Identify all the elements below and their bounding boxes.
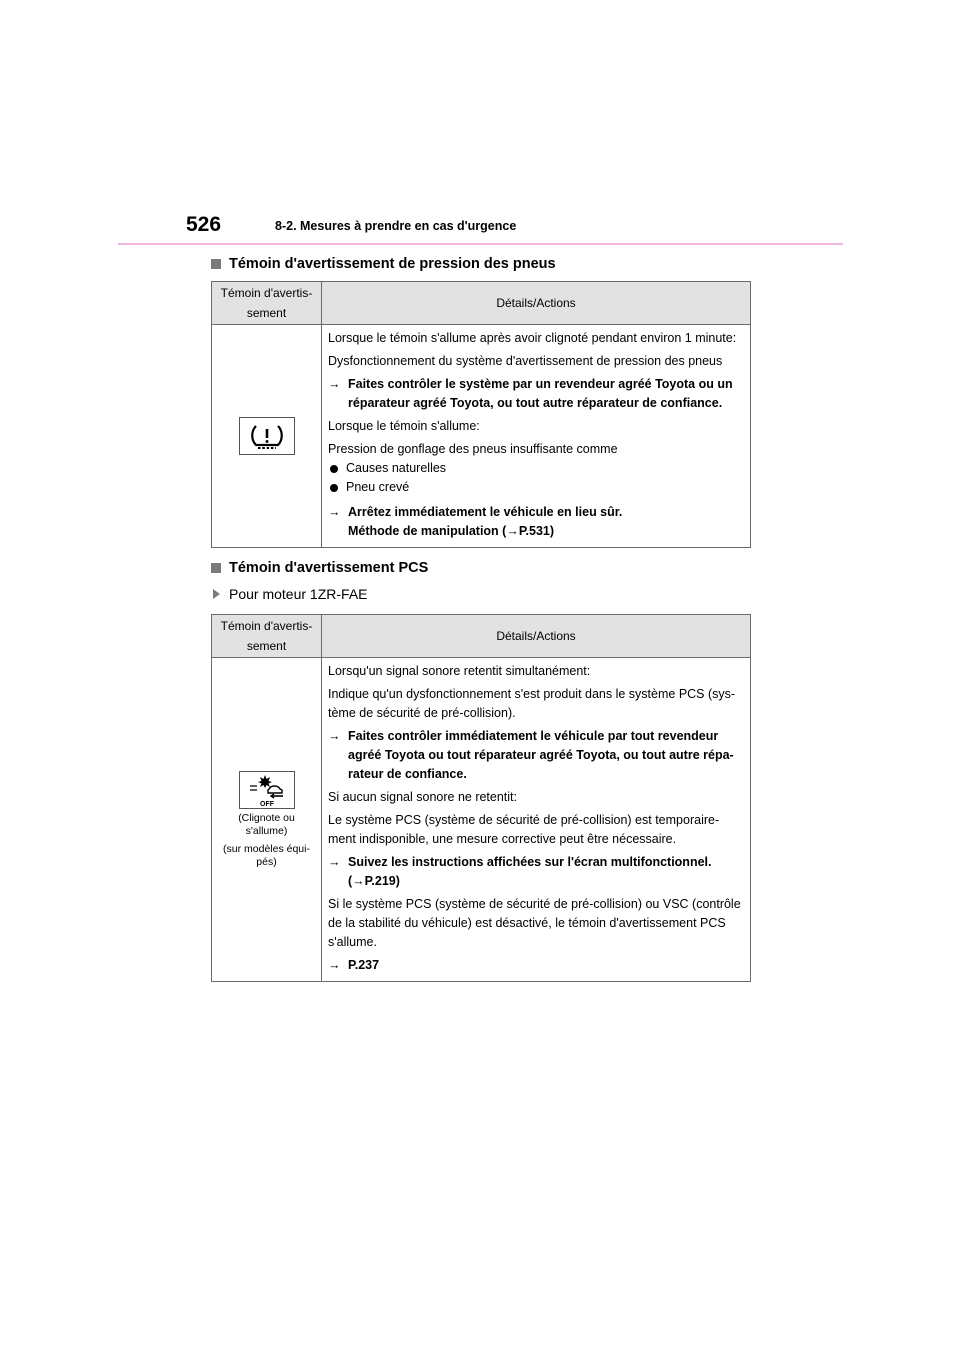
square-bullet-icon bbox=[211, 259, 221, 269]
action-text: Faites contrôler immédiatement le véhicule par tout revendeur agréé Toyota ou tout réparateur agréé Toyota, ou tout autre répa-rateur de confiance. bbox=[348, 729, 734, 781]
action-text-1: Arrêtez immédiatement le véhicule en lieu sûr. bbox=[348, 505, 623, 519]
bullet-text: Causes naturelles bbox=[346, 461, 447, 475]
arrow-icon: → bbox=[328, 505, 341, 519]
off-label: OFF bbox=[259, 800, 274, 807]
bullet-item bbox=[328, 459, 744, 478]
detail-line: Le système PCS (système de sécurité de pré-collision) est temporaire-ment indisponible, une mesure corrective peut être nécessaire. bbox=[328, 813, 720, 846]
detail-line: Indique qu'un dysfonctionnement s'est produit dans le système PCS (sys-tème de sécurité de pré-collision). bbox=[328, 687, 736, 720]
tire-pressure-table bbox=[211, 281, 751, 548]
action-text: Suivez les instructions affichées sur l'écran multifonctionnel. (→P.219) bbox=[348, 855, 712, 888]
heading-text: Témoin d'avertissement de pression des pneus bbox=[229, 256, 556, 272]
action-text: P.237 bbox=[348, 958, 380, 972]
subheading-text: Pour moteur 1ZR-FAE bbox=[229, 586, 368, 602]
arrow-icon: → bbox=[328, 855, 341, 869]
detail-line: Lorsque le témoin s'allume: bbox=[328, 419, 480, 433]
section-title: 8-2. Mesures à prendre en cas d'urgence bbox=[275, 219, 517, 233]
action-line bbox=[328, 853, 744, 891]
details-cell bbox=[322, 325, 751, 548]
bullet-text: Pneu crevé bbox=[346, 480, 410, 494]
heading-tire-pressure bbox=[211, 256, 556, 272]
detail-line: Pression de gonflage des pneus insuffisante comme bbox=[328, 442, 618, 456]
col-header-indicator: Témoin d'avertis-sement bbox=[212, 615, 322, 658]
indicator-cell bbox=[212, 658, 322, 982]
action-line bbox=[328, 956, 744, 975]
col-header-details: Détails/Actions bbox=[322, 615, 751, 658]
action-line bbox=[328, 375, 744, 413]
icon-caption: (Clignote ou s'allume) bbox=[238, 811, 295, 837]
arrow-icon: → bbox=[328, 729, 341, 743]
icon-caption-models: (sur modèles équi-pés) bbox=[223, 842, 310, 868]
indicator-cell bbox=[212, 325, 322, 548]
detail-line: Lorsqu'un signal sonore retentit simultanément: bbox=[328, 664, 591, 678]
header-divider bbox=[118, 243, 843, 245]
detail-line: Si aucun signal sonore ne retentit: bbox=[328, 790, 518, 804]
bullet-dot-icon bbox=[330, 465, 338, 473]
square-bullet-icon bbox=[211, 563, 221, 573]
bullet-dot-icon bbox=[330, 484, 338, 492]
pcs-table bbox=[211, 614, 751, 982]
action-line bbox=[328, 727, 744, 784]
arrow-icon: → bbox=[328, 377, 341, 391]
heading-text: Témoin d'avertissement PCS bbox=[229, 560, 429, 576]
action-text bbox=[348, 503, 622, 541]
col-header-indicator: Témoin d'avertis-sement bbox=[212, 282, 322, 325]
action-line bbox=[328, 503, 744, 541]
col-header-details: Détails/Actions bbox=[322, 282, 751, 325]
subheading-engine bbox=[213, 586, 368, 602]
triangle-bullet-icon bbox=[213, 589, 220, 599]
details-cell bbox=[322, 658, 751, 982]
detail-line: Si le système PCS (système de sécurité de pré-collision) ou VSC (contrôle de la stabilité du véhicule) est désactivé, le témoin d'avertissement PCS s'allume. bbox=[328, 897, 741, 949]
detail-line: Dysfonctionnement du système d'avertissement de pression des pneus bbox=[328, 354, 723, 368]
arrow-icon: → bbox=[328, 958, 341, 972]
page-number: 526 bbox=[186, 213, 222, 236]
heading-pcs bbox=[211, 560, 428, 576]
pcs-off-warning-icon bbox=[239, 771, 295, 809]
detail-line: Lorsque le témoin s'allume après avoir clignoté pendant environ 1 minute: bbox=[328, 331, 737, 345]
action-text: Faites contrôler le système par un revendeur agréé Toyota ou un réparateur agréé Toyota, ou tout autre réparateur de confiance. bbox=[348, 377, 733, 410]
bullet-item bbox=[328, 478, 744, 497]
tire-pressure-warning-icon bbox=[239, 417, 295, 455]
action-text-2: Méthode de manipulation (→P.531) bbox=[348, 524, 555, 538]
